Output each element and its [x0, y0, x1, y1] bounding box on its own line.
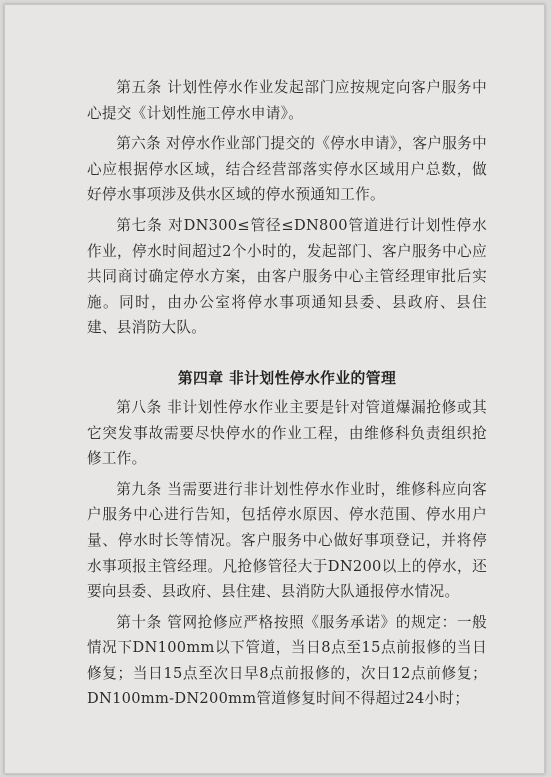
article-7: 第七条 对DN300≤管径≤DN800管道进行计划性停水作业，停水时间超过2个小时的，发起部门、客户服务中心应共同商讨确定停水方案，由客户服务中心主管经理审批后实施。同时，由办公室将停水事项通知县委、县政府、县住建、县消防大队。 [87, 216, 487, 337]
document-page [4, 4, 545, 774]
article-6: 第六条 对停水作业部门提交的《停水申请》，客户服务中心应根据停水区域，结合经营部落实停水区域用户总数，做好停水事项涉及供水区域的停水预通知工作。 [87, 135, 487, 204]
document-body [87, 75, 487, 712]
chapter-title: 第四章 非计划性停水作业的管理 [177, 369, 397, 387]
article-9: 第九条 当需要进行非计划性停水作业时，维修科应向客户服务中心进行告知，包括停水原因、停水范围、停水用户量、停水时长等情况。客户服务中心做好事项登记，并将停水事项报主管经理。凡抢修管径大于DN200以上的停水，还要向县委、县政府、县住建、县消防大队通报停水情况。 [87, 480, 487, 601]
article-10: 第十条 管网抢修应严格按照《服务承诺》的规定：一般情况下DN100mm以下管道，当日8点至15点前报修的当日修复；当日15点至次日早8点前报修的，次日12点前修复；DN100mm-DN200mm管道修复时间不得超过24小时； [87, 613, 487, 708]
article-5: 第五条 计划性停水作业发起部门应按规定向客户服务中心提交《计划性施工停水申请》。 [87, 79, 487, 122]
article-8: 第八条 非计划性停水作业主要是针对管道爆漏抢修或其它突发事故需要尽快停水的作业工程，由维修科负责组织抢修工作。 [87, 398, 487, 468]
